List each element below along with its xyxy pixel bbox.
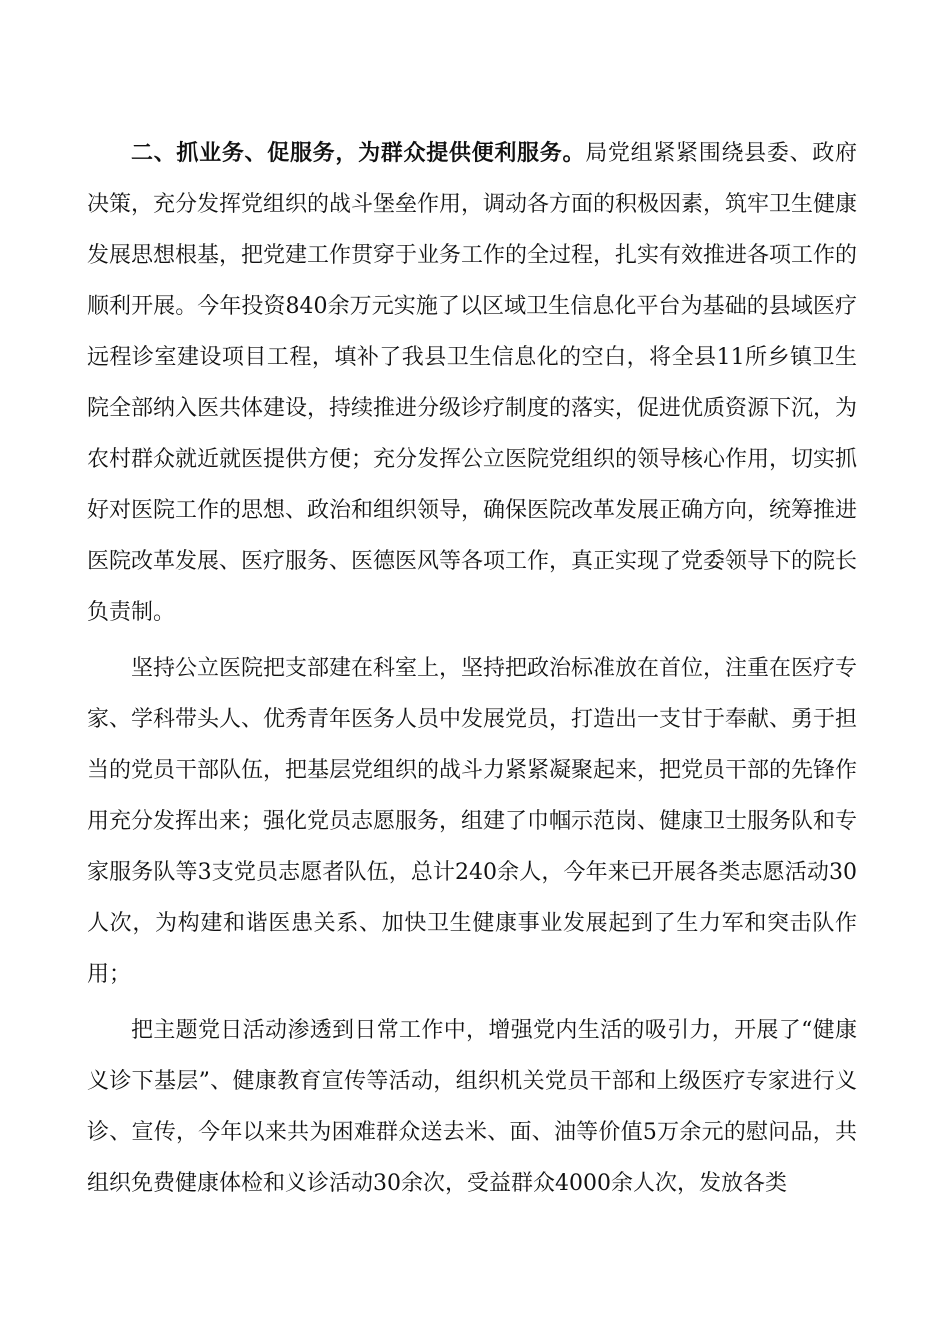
paragraph-2-text: 坚持公立医院把支部建在科室上，坚持把政治标准放在首位，注重在医疗专家、学科带头人、优秀青年医务人员中发展党员，打造出一支甘于奉献、勇于担当的党员干部队伍，把基层党组织的战斗力紧紧凝聚起来，把党员干部的先锋作用充分发挥出来；强化党员志愿服务，组建了巾帼示范岗、健康卫士服务队和专家服务队等3支党员志愿者队伍，总计240余人，今年来已开展各类志愿活动30人次，为构建和谐医患关系、加快卫生健康事业发展起到了生力军和突击队作用； bbox=[87, 656, 858, 987]
section-heading: 二、抓业务、促服务，为群众提供便利服务。 bbox=[131, 140, 586, 166]
paragraph-3 bbox=[87, 1005, 857, 1209]
paragraph-1-text: 局党组紧紧围绕县委、政府决策，充分发挥党组织的战斗堡垒作用，调动各方面的积极因素，筑牢卫生健康发展思想根基，把党建工作贯穿于业务工作的全过程，扎实有效推进各项工作的顺利开展。今年投资840余万元实施了以区域卫生信息化平台为基础的县域医疗远程诊室建设项目工程，填补了我县卫生信息化的空白，将全县11所乡镇卫生院全部纳入医共体建设，持续推进分级诊疗制度的落实，促进优质资源下沉，为农村群众就近就医提供方便；充分发挥公立医院党组织的领导核心作用，切实抓好对医院工作的思想、政治和组织领导，确保医院改革发展正确方向，统筹推进医院改革发展、医疗服务、医德医风等各项工作，真正实现了党委领导下的院长负责制。 bbox=[87, 141, 858, 625]
document-body bbox=[87, 128, 857, 1214]
paragraph-3-text: 把主题党日活动渗透到日常工作中，增强党内生活的吸引力，开展了“健康义诊下基层”、健康教育宣传等活动，组织机关党员干部和上级医疗专家进行义诊、宣传，今年以来共为困难群众送去米、面、油等价值5万余元的慰问品，共组织免费健康体检和义诊活动30余次，受益群众4000余人次，发放各类 bbox=[87, 1018, 857, 1196]
paragraph-2 bbox=[87, 643, 857, 1000]
paragraph-1 bbox=[87, 128, 857, 638]
